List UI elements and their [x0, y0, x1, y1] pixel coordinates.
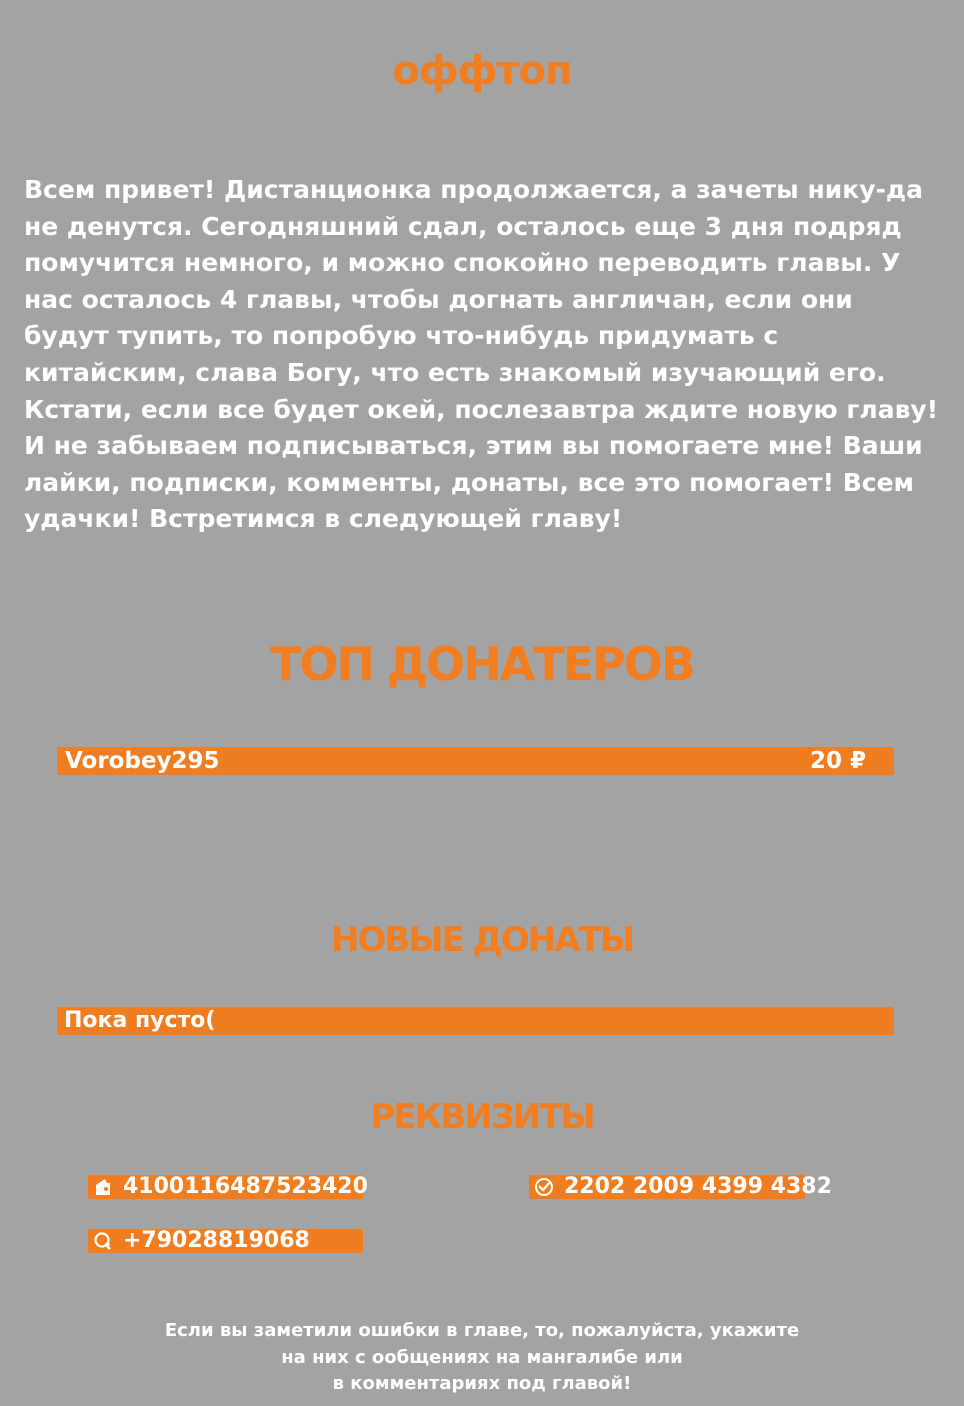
announcement-text: Всем привет! Дистанционка продолжается, а зачеты нику-да не денутся. Сегодняшний сдал, осталось еще 3 дня подряд помучится немного, и можно спокойно переводить главы. У нас осталось 4 главы, чтобы догнать англичан, если они будут тупить, то попробую что-нибудь придумать с китайским, слава Богу, что есть знакомый изучающий его. Кстати, если все будет окей, послезавтра ждите новую главу! И не забываем подписываться, этим вы помогаете мне! Ваши лайки, подписки, комменты, донаты, все это помогает! Всем удачки! Встретимся в следующей главу! [24, 175, 939, 534]
yoomoney-number: 4100116487523420 [123, 1174, 368, 1199]
card-number-value: 2202 2009 4399 4382 [564, 1174, 832, 1199]
yoomoney-wallet[interactable] [88, 1174, 368, 1199]
offtop-heading: оффтоп [392, 48, 572, 94]
donor-name: Vorobey295 [65, 748, 220, 774]
new-donations-heading: НОВЫЕ ДОНАТЫ [331, 920, 633, 960]
requisites-heading: РЕКВИЗИТЫ [370, 1097, 594, 1137]
wallet-icon [93, 1177, 113, 1197]
qiwi-icon [93, 1231, 113, 1251]
footer-line: в комментариях под главой! [332, 1373, 632, 1394]
new-donations-row: Пока пусто( [57, 1007, 894, 1035]
card-number[interactable] [529, 1174, 832, 1199]
qiwi-number: +79028819068 [123, 1228, 310, 1253]
qiwi-wallet[interactable] [88, 1229, 363, 1253]
footer-line: Если вы заметили ошибки в главе, то, пожалуйста, укажите [164, 1320, 800, 1341]
footer-line: на них с ообщениях на мангалибе или [281, 1346, 683, 1368]
donor-amount: 20 ₽ [809, 748, 866, 774]
donor-row [57, 747, 894, 775]
sberbank-icon [534, 1177, 554, 1197]
top-donors-heading: ТОП ДОНАТЕРОВ [270, 637, 694, 691]
footer-note [0, 1318, 964, 1398]
